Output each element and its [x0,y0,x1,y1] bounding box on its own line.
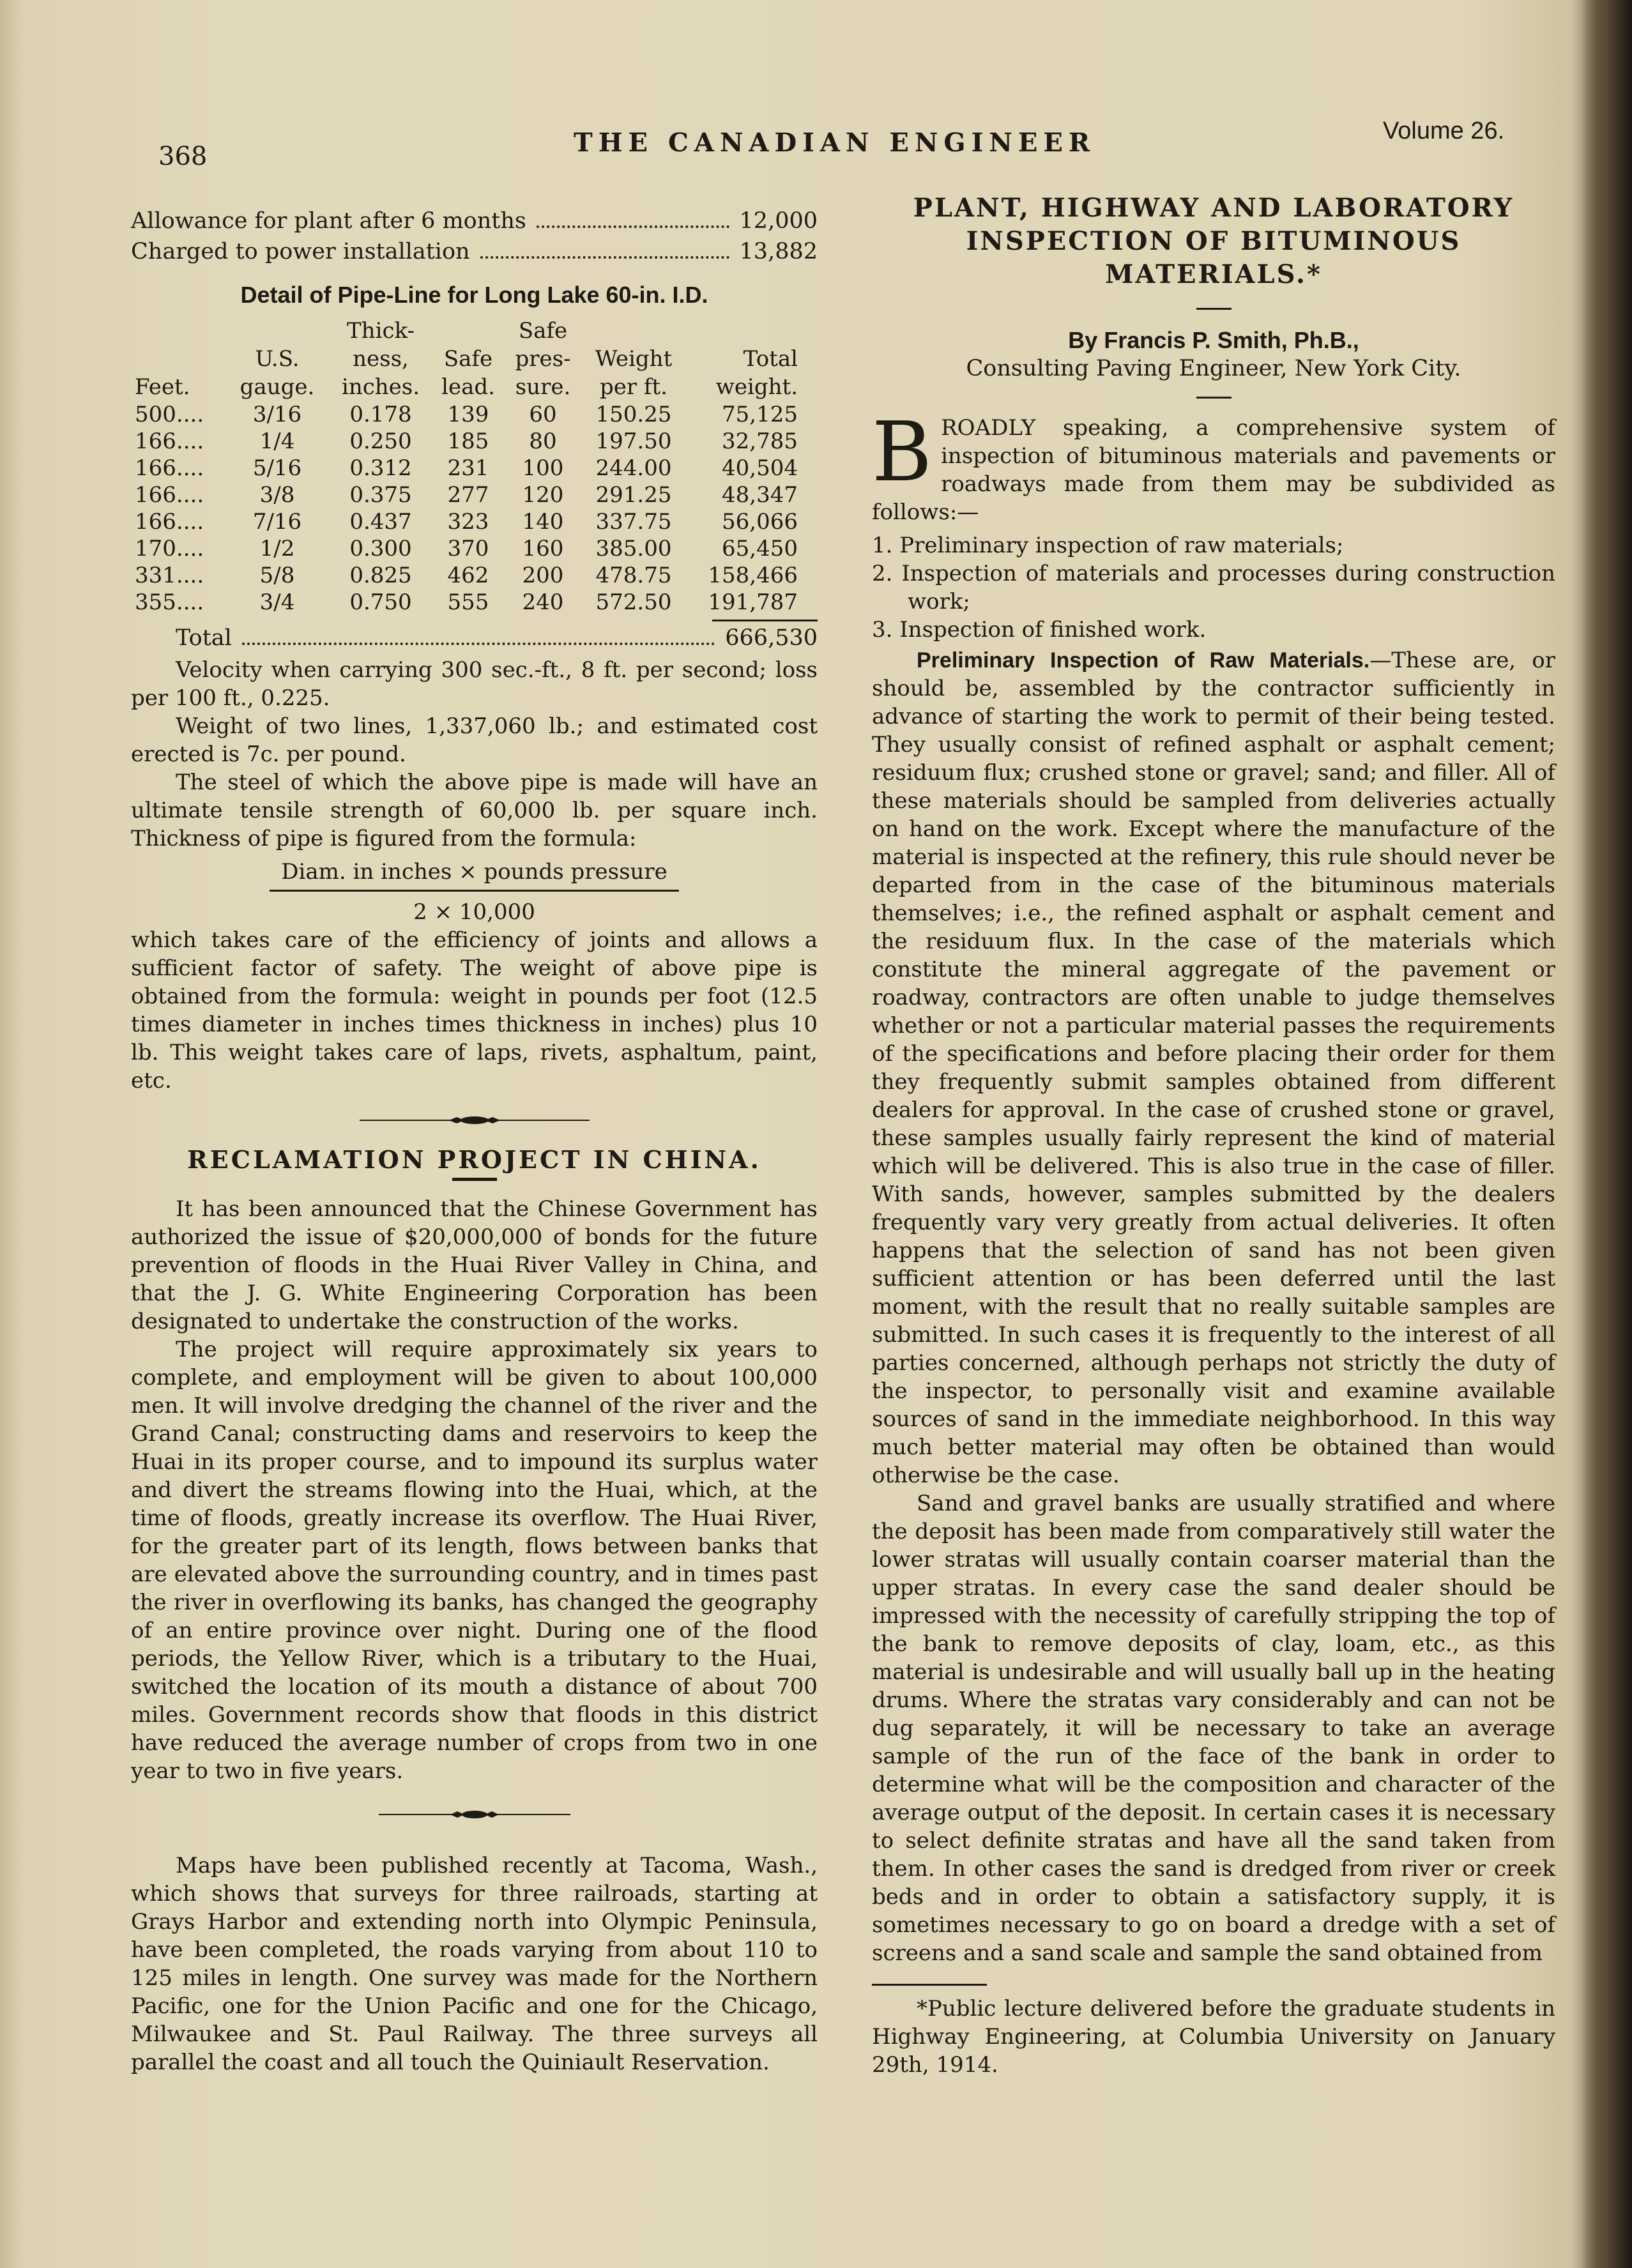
paragraph-china-2: The project will require approximately six years to complete, and employment will be given to about 100,000 men. It will involve dredging the channel of the river and the Grand Canal; constructing dams and reservoirs to keep the Huai in its proper course, and to impound its surplus water and divert the streams flowing into the Huai, which, at the time of floods, greatly increase its overflow. The Huai River, for the greater part of its length, flows between banks that are elevated above the surrounding country, and in times past the river in overflowing its banks, has changed the geography of an entire province over night. During one of the flood periods, the Yellow River, which is a tributary to the Huai, switched the location of its mouth a distance of about 700 miles. Government records show that floods in this district have reduced the average number of crops from two in one year to two in five years. [131,1337,818,1784]
inspection-list [872,531,1555,644]
pipe-line-table [131,317,802,616]
intro-text: ROADLY speaking, a comprehensive system of inspection of bituminous materials and pavements or roadways made from them may be subdivided as follows:— [872,415,1555,525]
table-cell: 40,504 [722,455,798,481]
table-row [131,535,802,562]
paragraph-raw-materials [872,646,1555,1489]
table-cell: 7/16 [252,509,302,535]
byline-rule [1196,397,1232,399]
formula-numerator: Diam. in inches × pounds pressure [270,858,679,892]
table-cell: 462 [447,563,489,588]
total-label: Total [176,625,232,651]
article-title: PLANT, HIGHWAY AND LABORATORY INSPECTION OF BITUMINOUS MATERIALS.* [913,193,1514,289]
table-cell: 0.178 [349,402,412,427]
table-cell: 191,787 [708,590,798,615]
list-item: 1. Preliminary inspection of raw materials; [872,533,1344,558]
formula-denominator: 2 × 10,000 [413,899,535,925]
section-ornament [131,1114,818,1127]
cost-label: Allowance for plant after 6 months [131,208,526,234]
table-cell: 0.437 [349,509,412,535]
paragraph-china-1: It has been announced that the Chinese Government has authorized the issue of $20,000,000 of bonds for the future prevention of floods in the Huai River Valley in China, and that the J. G. White Engineering Corporation has been designated to undertake the construction of the works. [131,1196,818,1334]
table-cell: 158,466 [708,563,798,588]
table-cell: 3/16 [252,402,302,427]
ornament-rule-icon [379,1808,570,1821]
table-cell: 555 [447,590,489,615]
table-cell: 120 [522,482,564,508]
column-header: U.S. gauge. [240,346,315,400]
table-cell: 1/2 [259,536,295,561]
table-cell: 0.750 [349,590,412,615]
table-cell: 385.00 [595,536,672,561]
table-row [131,589,802,616]
paragraph-weight: Weight of two lines, 1,337,060 lb.; and estimated cost erected is 7c. per pound. [131,713,818,767]
table-cell: 0.300 [349,536,412,561]
table-cell: 5/8 [259,563,295,588]
total-value: 666,530 [725,625,818,651]
table-header-row [131,317,802,401]
table-cell: 56,066 [722,509,798,535]
total-rule [712,620,818,621]
table-cell: 32,785 [722,429,798,454]
table-cell: 140 [522,509,564,535]
author-affiliation: Consulting Paving Engineer, New York City. [966,356,1461,381]
table-cell: 277 [447,482,489,508]
dot-leader [537,225,729,228]
left-column [131,206,818,2076]
section-title-china: RECLAMATION PROJECT IN CHINA. [187,1145,761,1174]
column-header: Weight per ft. [595,346,673,400]
table-cell: 0.250 [349,429,412,454]
thickness-formula [131,858,818,926]
footnote-rule [872,1984,987,1986]
table-cell: 323 [447,509,489,535]
table-cell: 200 [522,563,564,588]
title-rule [1196,308,1232,310]
table-cell: 3/8 [259,482,295,508]
cost-value: 13,882 [739,239,818,264]
list-item: 3. Inspection of finished work. [872,617,1207,643]
dot-leader [480,256,729,259]
table-cell: 337.75 [595,509,672,535]
table-title: Detail of Pipe-Line for Long Lake 60-in. I.D. [240,282,708,308]
column-header: Safe lead. [441,346,495,400]
table-cell: 80 [529,429,557,454]
table-cell: 1/4 [259,429,295,454]
table-cell: 65,450 [722,536,798,561]
total-row [131,623,818,653]
table-cell: 75,125 [722,402,798,427]
table-row [131,562,802,589]
table-cell: 291.25 [595,482,672,508]
list-item: 2. Inspection of materials and processes during construction work; [872,561,1555,614]
table-cell: 160 [522,536,564,561]
column-header: Total weight. [715,346,798,400]
journal-title: THE CANADIAN ENGINEER [574,128,1096,158]
column-header: Feet. [135,374,190,400]
paragraph-formula-explanation: which takes care of the efficiency of joints and allows a sufficient factor of safety. The weight of above pipe is obtained from the formula: weight in pounds per foot (12.5 times diameter in inches times thickness in inches) plus 10 lb. This weight takes care of laps, rivets, asphaltum, paint, etc. [131,927,818,1093]
table-cell: 166.... [135,429,204,454]
table-cell: 100 [522,455,564,481]
column-header: Thick- ness, inches. [341,318,420,400]
table-cell: 478.75 [595,563,672,588]
table-row [131,455,802,482]
subheading: Preliminary Inspection of Raw Materials. [917,648,1370,673]
cost-row-power [131,236,818,267]
book-binding-shadow [1581,0,1632,2268]
table-cell: 139 [447,402,489,427]
paragraph-velocity: Velocity when carrying 300 sec.-ft., 8 ft. per second; loss per 100 ft., 0.225. [131,657,818,711]
author-byline: By Francis P. Smith, Ph.B., [1068,327,1359,353]
table-cell: 0.825 [349,563,412,588]
paragraph-text: —These are, or should be, assembled by the contractor sufficiently in advance of starting the work to permit of their being tested. They usually consist of refined asphalt or asphalt cement; residuum flux; crushed stone or gravel; sand; and filler. All of these materials should be sampled from deliveries actually on hand on the work. Except where the manufacture of the material is inspected at the refinery, this rule should never be departed from in the case of the bituminous materials themselves; i.e., the refined asphalt or asphalt cement and the residuum flux. In the case of the materials which constitute the mineral aggregate of the pavement or roadway, contractors are often unable to judge themselves whether or not a particular material passes the requirements of the specifications and before placing their order for them they frequently submit samples obtained from different dealers for approval. In the case of crushed stone or gravel, these samples usually fairly represent the kind of material which will be delivered. This is also true in the case of filler. With sands, however, samples submitted by the dealers frequently vary very greatly from actual deliveries. It often happens that the selection of sand has not been given sufficient attention or has been deferred until the last moment, with the result that no really suitable samples are submitted. In such cases it is frequently to the interest of all parties concerned, although perhaps not strictly the duty of the inspector, to personally visit and examine available sources of sand in the immediate neighborhood. In this way much better material may often be obtained than would otherwise be the case. [872,648,1555,1488]
cost-value: 12,000 [739,208,818,234]
table-cell: 0.375 [349,482,412,508]
table-cell: 500.... [135,402,204,427]
ornament-rule-icon [360,1114,590,1127]
table-cell: 0.312 [349,455,412,481]
table-cell: 244.00 [595,455,672,481]
intro-paragraph [872,405,1555,526]
table-cell: 197.50 [595,429,672,454]
table-row [131,401,802,428]
right-column [872,192,1555,2079]
table-cell: 231 [447,455,489,481]
table-cell: 166.... [135,455,204,481]
paragraph-sand-gravel: Sand and gravel banks are usually stratified and where the deposit has been made from comparatively still water the lower stratas will usually contain coarser material than the upper stratas. In every case the sand dealer should be impressed with the necessity of carefully stripping the top of the bank to remove deposits of clay, loam, etc., as this material is undesirable and will usually ball up in the heating drums. Where the stratas vary considerably and can not be dug separately, it will be necessary to take an average sample of the run of the face of the bank in order to determine what will be the composition and character of the average output of the deposit. In certain cases it is necessary to select definite stratas and have all the sand taken from them. In other cases the sand is dredged from river or creek beds and in order to obtain a satisfactory supply, it is sometimes necessary to go on board a dredge with a set of screens and a sand scale and sample the sand obtained from [872,1491,1555,1966]
table-cell: 240 [522,590,564,615]
table-row [131,508,802,535]
table-cell: 60 [529,402,557,427]
dot-leader [242,643,715,645]
cost-row-plant [131,206,818,236]
page-number: 368 [158,142,208,171]
table-row [131,428,802,455]
table-cell: 5/16 [252,455,302,481]
table-row [131,482,802,508]
table-cell: 48,347 [722,482,798,508]
column-header: Safe pres- sure. [515,318,571,400]
drop-cap: B [872,405,933,500]
title-rule [452,1178,497,1181]
table-cell: 370 [447,536,489,561]
paragraph-maps: Maps have been published recently at Tacoma, Wash., which shows that surveys for three railroads, starting at Grays Harbor and extending north into Olympic Peninsula, have been completed, the roads varying from about 110 to 125 miles in length. One survey was made for the Northern Pacific, one for the Union Pacific and one for the Chicago, Milwaukee and St. Paul Railway. The three surveys all parallel the coast and all touch the Quiniault Reservation. [131,1853,818,2075]
table-cell: 572.50 [595,590,672,615]
section-ornament [131,1808,818,1821]
paragraph-steel: The steel of which the above pipe is made will have an ultimate tensile strength of 60,000 lb. per square inch. Thickness of pipe is figured from the formula: [131,770,818,851]
volume-label: Volume 26. [1383,118,1505,144]
table-cell: 170.... [135,536,204,561]
table-cell: 185 [447,429,489,454]
table-cell: 166.... [135,482,204,508]
table-cell: 166.... [135,509,204,535]
table-cell: 150.25 [595,402,672,427]
footnote: *Public lecture delivered before the graduate students in Highway Engineering, at Columbia University on January 29th, 1914. [872,1996,1555,2078]
cost-label: Charged to power installation [131,239,470,264]
table-cell: 331.... [135,563,204,588]
table-cell: 3/4 [259,590,295,615]
table-cell: 355.... [135,590,204,615]
